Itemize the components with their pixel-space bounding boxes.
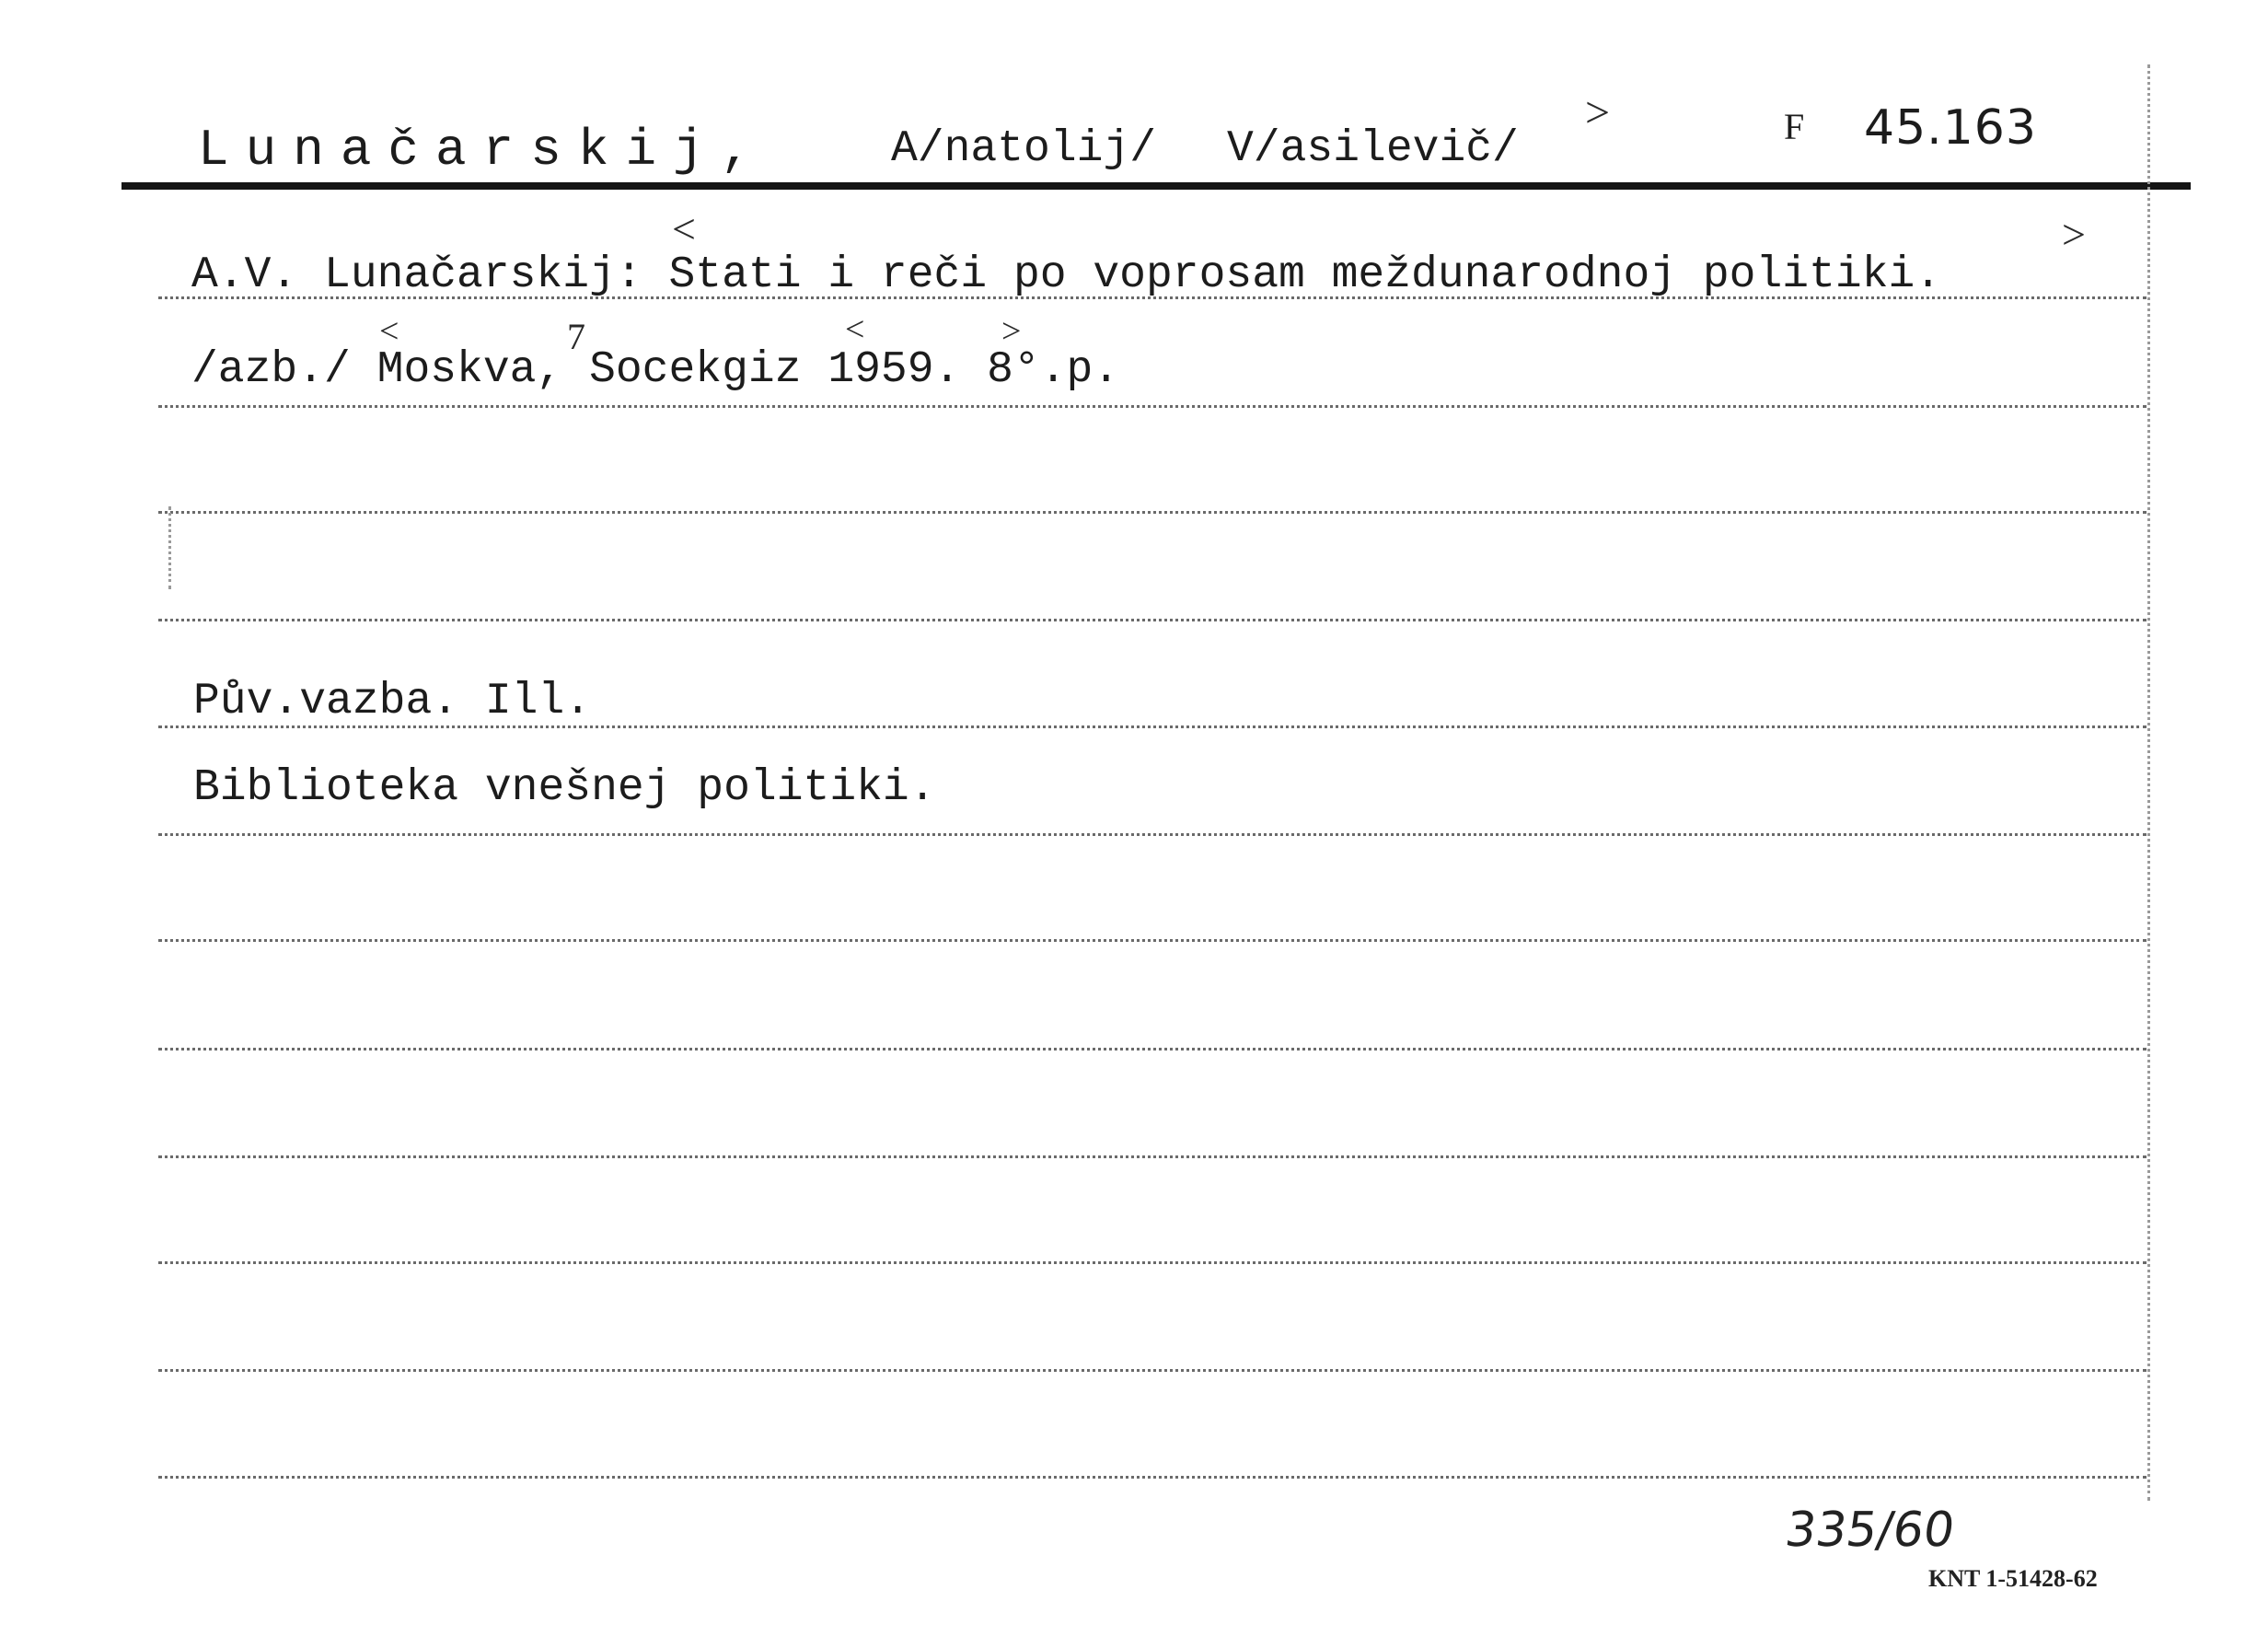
ruled-line [158, 1261, 2146, 1264]
shelf-prefix: F [1784, 106, 1805, 147]
handwritten-number: 335/60 [1781, 1503, 1959, 1558]
ruled-line [158, 725, 2146, 728]
ruled-line [158, 511, 2146, 514]
heading-surname: Lunačarskij, [198, 121, 769, 180]
shelf-number: 45.163 [1864, 100, 2037, 156]
correction-mark: < [379, 312, 399, 351]
ruled-line [158, 296, 2146, 299]
ruled-line [158, 1048, 2146, 1050]
ruled-line [158, 1369, 2146, 1372]
ruled-line [158, 619, 2146, 621]
heading-given-name: A/natolij/ [891, 124, 1157, 174]
ruled-line [158, 1476, 2146, 1479]
correction-mark: > [2062, 211, 2086, 258]
left-margin-line [168, 506, 171, 589]
correction-mark: > [1001, 312, 1022, 351]
heading-patronymic: V/asilevič/ [1227, 124, 1519, 174]
ruled-line [158, 1155, 2146, 1158]
printer-mark: KNT 1-51428-62 [1928, 1565, 2098, 1592]
ruled-line [158, 405, 2146, 408]
ruled-line [158, 939, 2146, 942]
correction-mark: < [672, 205, 696, 252]
imprint-line: /azb./ Moskva, Socekgiz 1959. 8°.p. [191, 345, 1120, 395]
right-margin-line [2147, 64, 2150, 1501]
correction-mark: > [1585, 88, 1611, 137]
heading-rule [122, 182, 2191, 190]
correction-mark: 7 [567, 316, 585, 357]
note-binding: Pův.vazba. Ill. [193, 677, 592, 726]
title-line: A.V. Lunačarskij: Stati i reči po voprosam meždunarodnoj politiki. [191, 250, 1942, 300]
note-series: Biblioteka vnešnej politiki. [193, 763, 936, 813]
correction-mark: < [845, 310, 865, 349]
ruled-line [158, 833, 2146, 836]
